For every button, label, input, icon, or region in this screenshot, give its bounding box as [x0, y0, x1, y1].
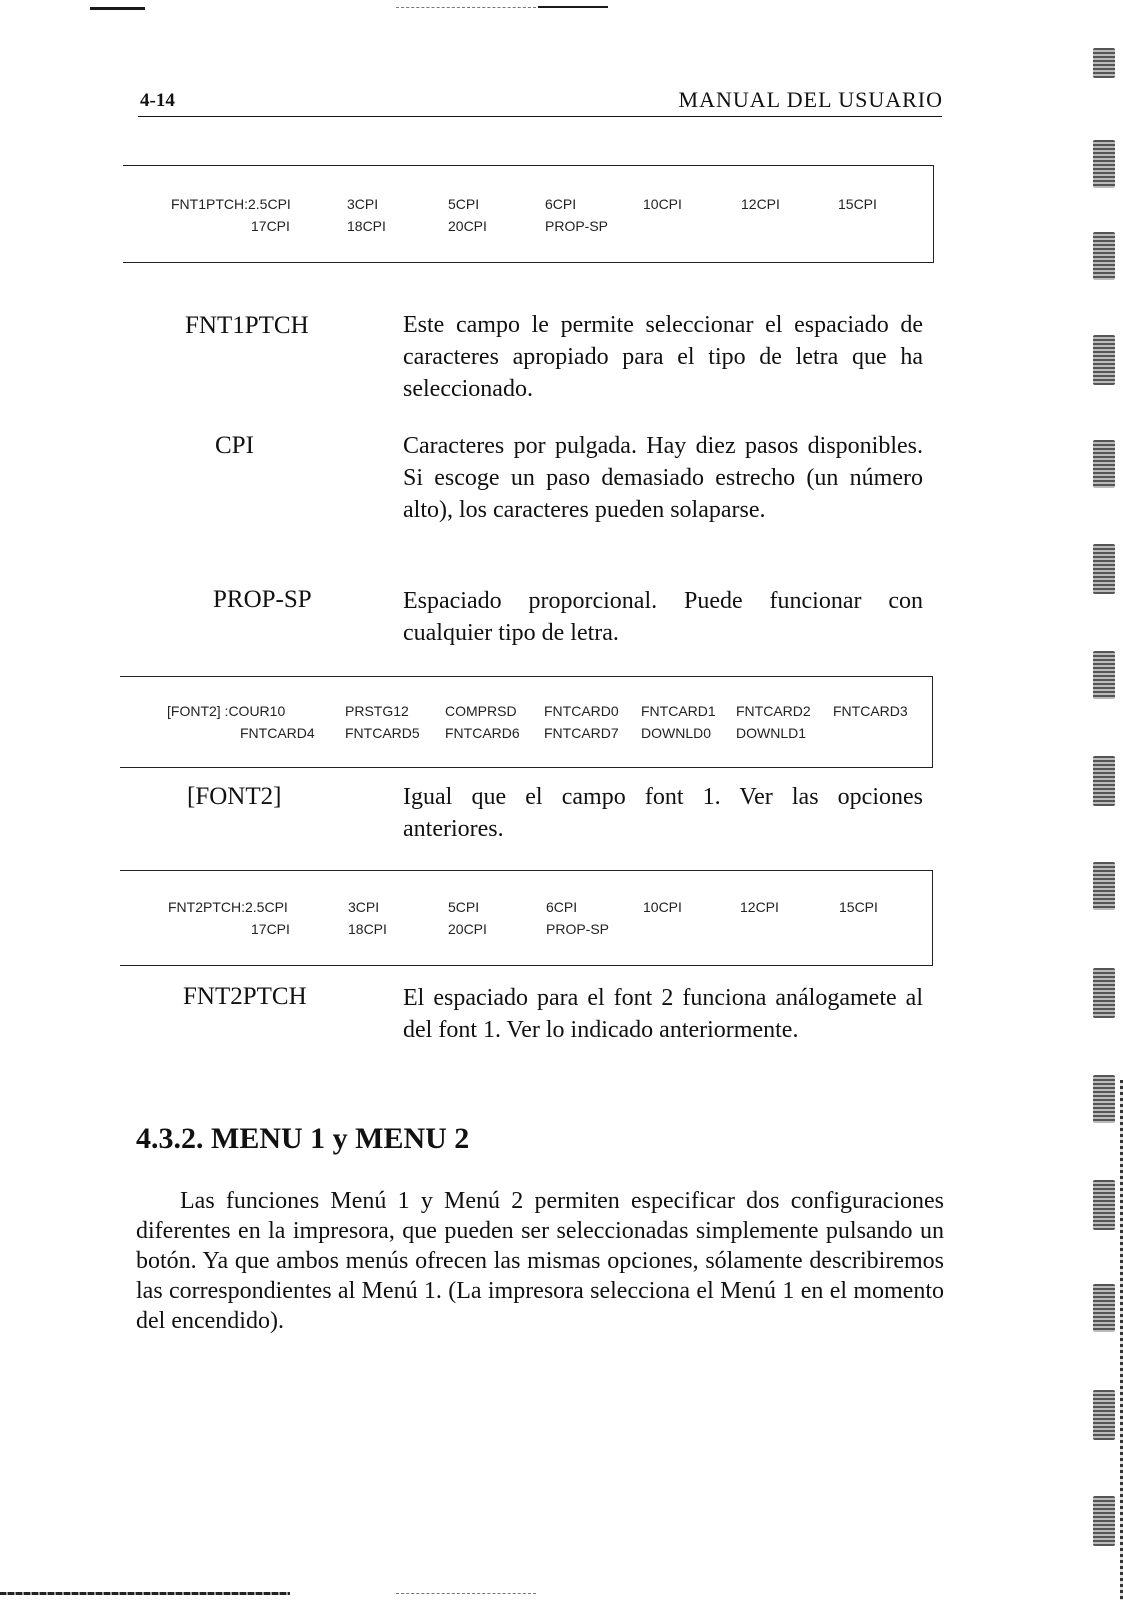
thumb-tab	[1093, 1390, 1115, 1440]
thumb-tab	[1093, 232, 1115, 280]
thumb-tab	[1093, 440, 1115, 488]
option: [FONT2] :COUR10	[167, 703, 286, 719]
thumb-tab	[1093, 651, 1115, 699]
desc-cpi: Caracteres por pulgada. Hay diez pasos disponibles. Si escoge un paso demasiado estrecho (un número alto), los caracteres pueden solaparse.	[403, 433, 923, 523]
options-row	[120, 899, 932, 917]
option: FNTCARD2	[736, 703, 811, 719]
thumb-tab	[1093, 1180, 1115, 1230]
options-row	[123, 218, 933, 236]
option: 15CPI	[838, 196, 877, 212]
options-row	[120, 725, 932, 743]
font1-pitch-options-box	[123, 165, 934, 263]
option: 20CPI	[448, 218, 487, 234]
thumb-tab	[1093, 968, 1115, 1018]
thumb-tab	[1093, 1496, 1115, 1546]
thumb-tab	[1093, 140, 1115, 188]
thumb-tab	[1093, 335, 1115, 385]
option: DOWNLD1	[736, 725, 807, 741]
option: 10CPI	[643, 899, 682, 915]
option: COMPRSD	[445, 703, 517, 719]
scan-mark-top-right	[538, 6, 608, 8]
header-rule	[138, 116, 942, 117]
option: 3CPI	[347, 196, 379, 212]
desc-font2: Igual que el campo font 1. Ver las opciones anteriores.	[403, 784, 923, 842]
page-number: 4-14	[140, 90, 175, 111]
option: FNTCARD4	[240, 725, 315, 741]
body-paragraph: Las funciones Menú 1 y Menú 2 permiten especificar dos configuraciones diferentes en la impresora, que pueden ser seleccionadas simplemente pulsando un botón. Ya que ambos menús ofrecen las mismas opciones, sólamente describiremos las correspondientes al Menú 1. (La impresora selecciona el Menú 1 en el momento del encendido).	[136, 1188, 944, 1334]
font2-options-box	[120, 676, 933, 768]
thumb-tab	[1093, 1075, 1115, 1123]
term-prop-sp: PROP-SP	[213, 586, 312, 613]
option: 6CPI	[546, 899, 578, 915]
term-fnt1ptch: FNT1PTCH	[185, 312, 309, 339]
thumb-tab	[1093, 48, 1115, 78]
option: 6CPI	[545, 196, 577, 212]
option: 17CPI	[251, 218, 290, 234]
thumb-tab	[1093, 1284, 1115, 1332]
option: PROP-SP	[545, 218, 609, 234]
option: PROP-SP	[546, 921, 610, 937]
options-row	[120, 921, 932, 939]
option: 20CPI	[448, 921, 487, 937]
thumb-tab	[1093, 544, 1115, 594]
option: FNTCARD6	[445, 725, 520, 741]
running-header-title: MANUAL DEL USUARIO	[678, 87, 943, 112]
term-cpi: CPI	[215, 432, 254, 459]
desc-fnt2ptch: El espaciado para el font 2 funciona análogamete al del font 1. Ver lo indicado anteriormente.	[403, 985, 923, 1043]
option: DOWNLD0	[641, 725, 712, 741]
option: FNTCARD7	[544, 725, 619, 741]
option: 5CPI	[448, 196, 480, 212]
option: 17CPI	[251, 921, 290, 937]
option: FNT1PTCH:2.5CPI	[171, 196, 291, 212]
thumb-tab	[1093, 756, 1115, 806]
option: 15CPI	[839, 899, 878, 915]
term-font2: [FONT2]	[187, 783, 282, 810]
option: FNTCARD5	[345, 725, 420, 741]
scan-mark-bottom-center	[396, 1593, 536, 1594]
option: 10CPI	[643, 196, 682, 212]
thumb-tab	[1093, 862, 1115, 910]
desc-fnt1ptch: Este campo le permite seleccionar el espaciado de caracteres apropiado para el tipo de letra que ha seleccionado.	[403, 312, 923, 402]
section-heading: 4.3.2. MENU 1 y MENU 2	[136, 1122, 470, 1155]
term-fnt2ptch: FNT2PTCH	[183, 983, 307, 1010]
option: 12CPI	[741, 196, 780, 212]
options-row	[123, 196, 933, 214]
option: FNT2PTCH:2.5CPI	[168, 899, 288, 915]
option: 12CPI	[740, 899, 779, 915]
font2-pitch-options-box	[120, 870, 933, 966]
scan-mark-top-left	[90, 7, 145, 10]
option: 3CPI	[348, 899, 380, 915]
option: 18CPI	[347, 218, 386, 234]
option: FNTCARD1	[641, 703, 716, 719]
scan-mark-bottom-left	[0, 1592, 290, 1595]
option: FNTCARD0	[544, 703, 619, 719]
options-row	[120, 703, 932, 721]
option: FNTCARD3	[833, 703, 908, 719]
desc-prop-sp: Espaciado proporcional. Puede funcionar con cualquier tipo de letra.	[403, 588, 923, 646]
scan-mark-top-center	[396, 7, 536, 8]
option: 18CPI	[348, 921, 387, 937]
option: PRSTG12	[345, 703, 409, 719]
option: 5CPI	[448, 899, 480, 915]
